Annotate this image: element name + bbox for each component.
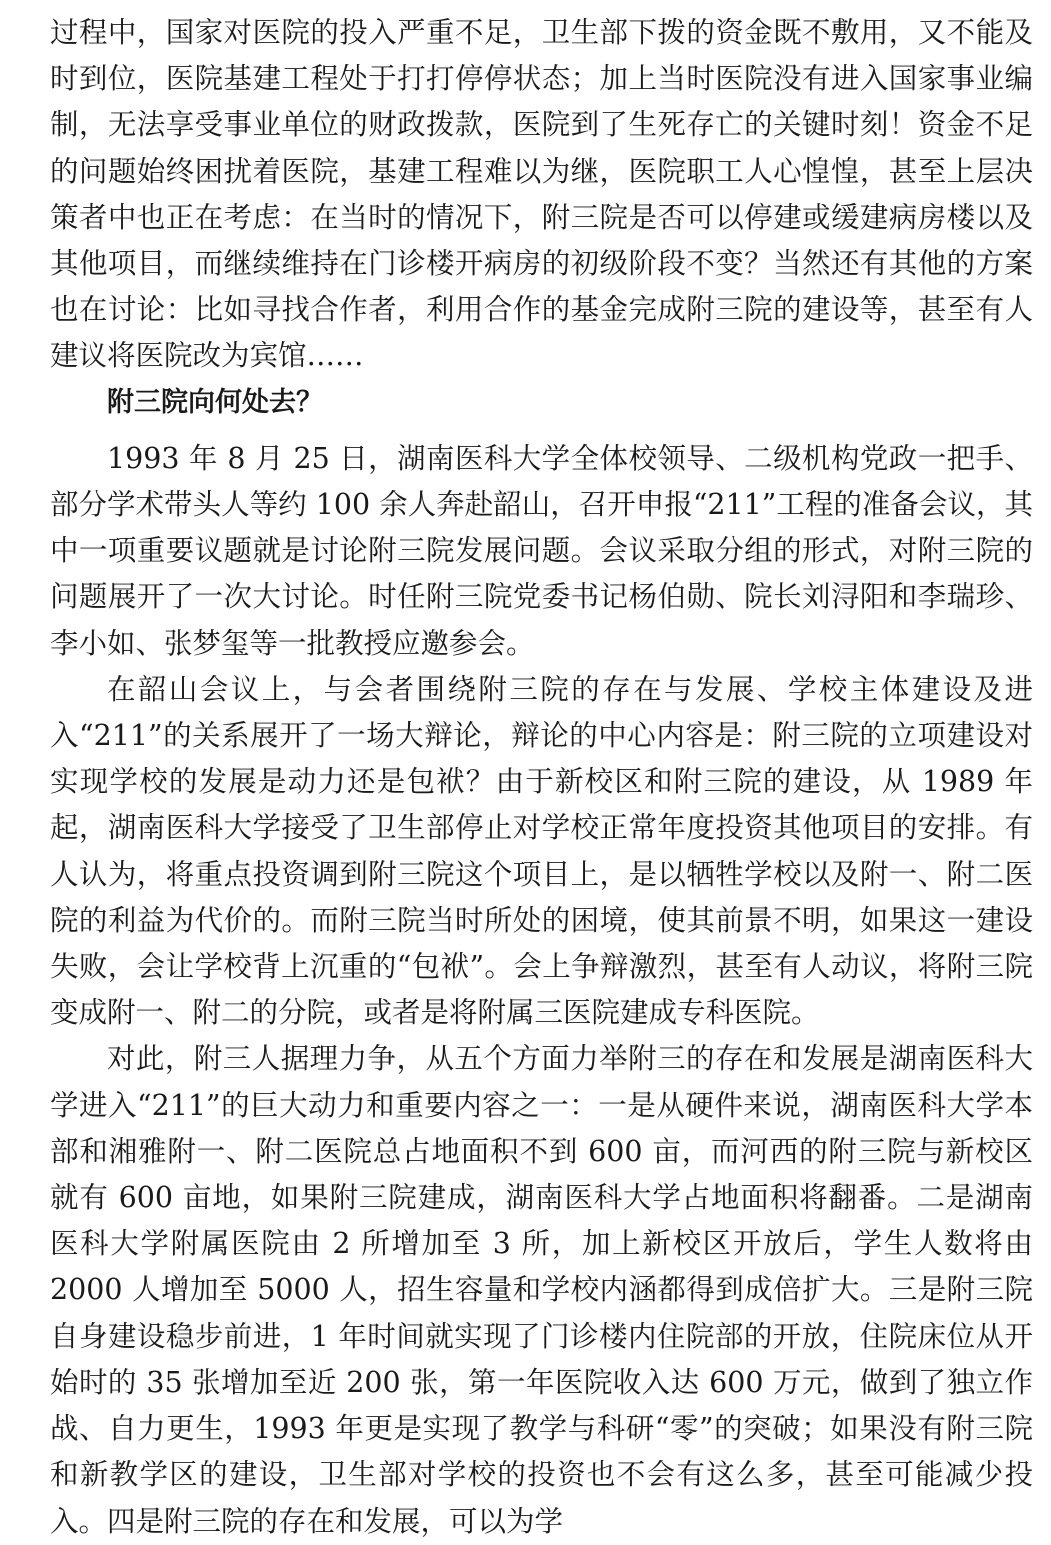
paragraph-shaoshan-meeting: 1993 年 8 月 25 日，湖南医科大学全体校领导、二级机构党政一把手、部分学术带头人等约 100 余人奔赴韶山，召开申报“211”工程的准备会议，其中一项重要议题就是讨论附三院发展问题。会议采取分组的形式，对附三院的问题展开了一次大讨论。时任附三院党委书记杨伯勋、院长刘浔阳和李瑞珍、李小如、张梦玺等一批教授应邀参会。 xyxy=(50,441,1033,660)
paragraph-shaoshan-debate: 在韶山会议上，与会者围绕附三院的存在与发展、学校主体建设及进入“211”的关系展开了一场大辩论，辩论的中心内容是：附三院的立项建设对实现学校的发展是动力还是包袱？由于新校区和附三院的建设，从 1989 年起，湖南医科大学接受了卫生部停止对学校正常年度投资其他项目的安排。有人认为，将重点投资调到附三院这个项目上，是以牺牲学校以及附一、附二医院的利益为代价的。而附三院当时所处的困境，使其前景不明，如果这一建设失败，会让学校背上沉重的“包袱”。会上争辩激烈，甚至有人动议，将附三院变成附一、附二的分院，或者是将附属三医院建成专科医院。 xyxy=(50,672,1033,1030)
document-page xyxy=(50,0,1033,1538)
paragraph-hospital-funding-crisis: 过程中，国家对医院的投入严重不足，卫生部下拨的资金既不敷用，又不能及时到位，医院基建工程处于打打停停状态；加上当时医院没有进入国家事业编制，无法享受事业单位的财政拨款，医院到了生死存亡的关键时刻！资金不足的问题始终困扰着医院，基建工程难以为继，医院职工人心惶惶，甚至上层决策者中也正在考虑：在当时的情况下，附三院是否可以停建或缓建病房楼以及其他项目，而继续维持在门诊楼开病房的初级阶段不变？当然还有其他的方案也在讨论：比如寻找合作者，利用合作的基金完成附三院的建设等，甚至有人建议将医院改为宾馆…… xyxy=(50,16,1033,373)
section-heading: 附三院向何处去？ xyxy=(107,386,323,418)
paragraph-five-arguments: 对此，附三人据理力争，从五个方面力举附三的存在和发展是湖南医科大学进入“211”的巨大动力和重要内容之一：一是从硬件来说，湖南医科大学本部和湘雅附一、附二医院总占地面积不到 600 亩，而河西的附三院与新校区就有 600 亩地，如果附三院建成，湖南医科大学占地面积将翻番。二是湖南医科大学附属医院由 2 所增加至 3 所，加上新校区开放后，学生人数将由 2000 人增加至 5000 人，招生容量和学校内涵都得到成倍扩大。三是附三院自身建设稳步前进，1 年时间就实现了门诊楼内住院部的开放，住院床位从开始时的 35 张增加至近 200 张，第一年医院收入达 600 万元，做到了独立作战、自力更生，1993 年更是实现了教学与科研“零”的突破；如果没有附三院和新教学区的建设，卫生部对学校的投资也不会有这么多，甚至可能减少投入。四是附三院的存在和发展，可以为学 xyxy=(50,1042,1033,1538)
